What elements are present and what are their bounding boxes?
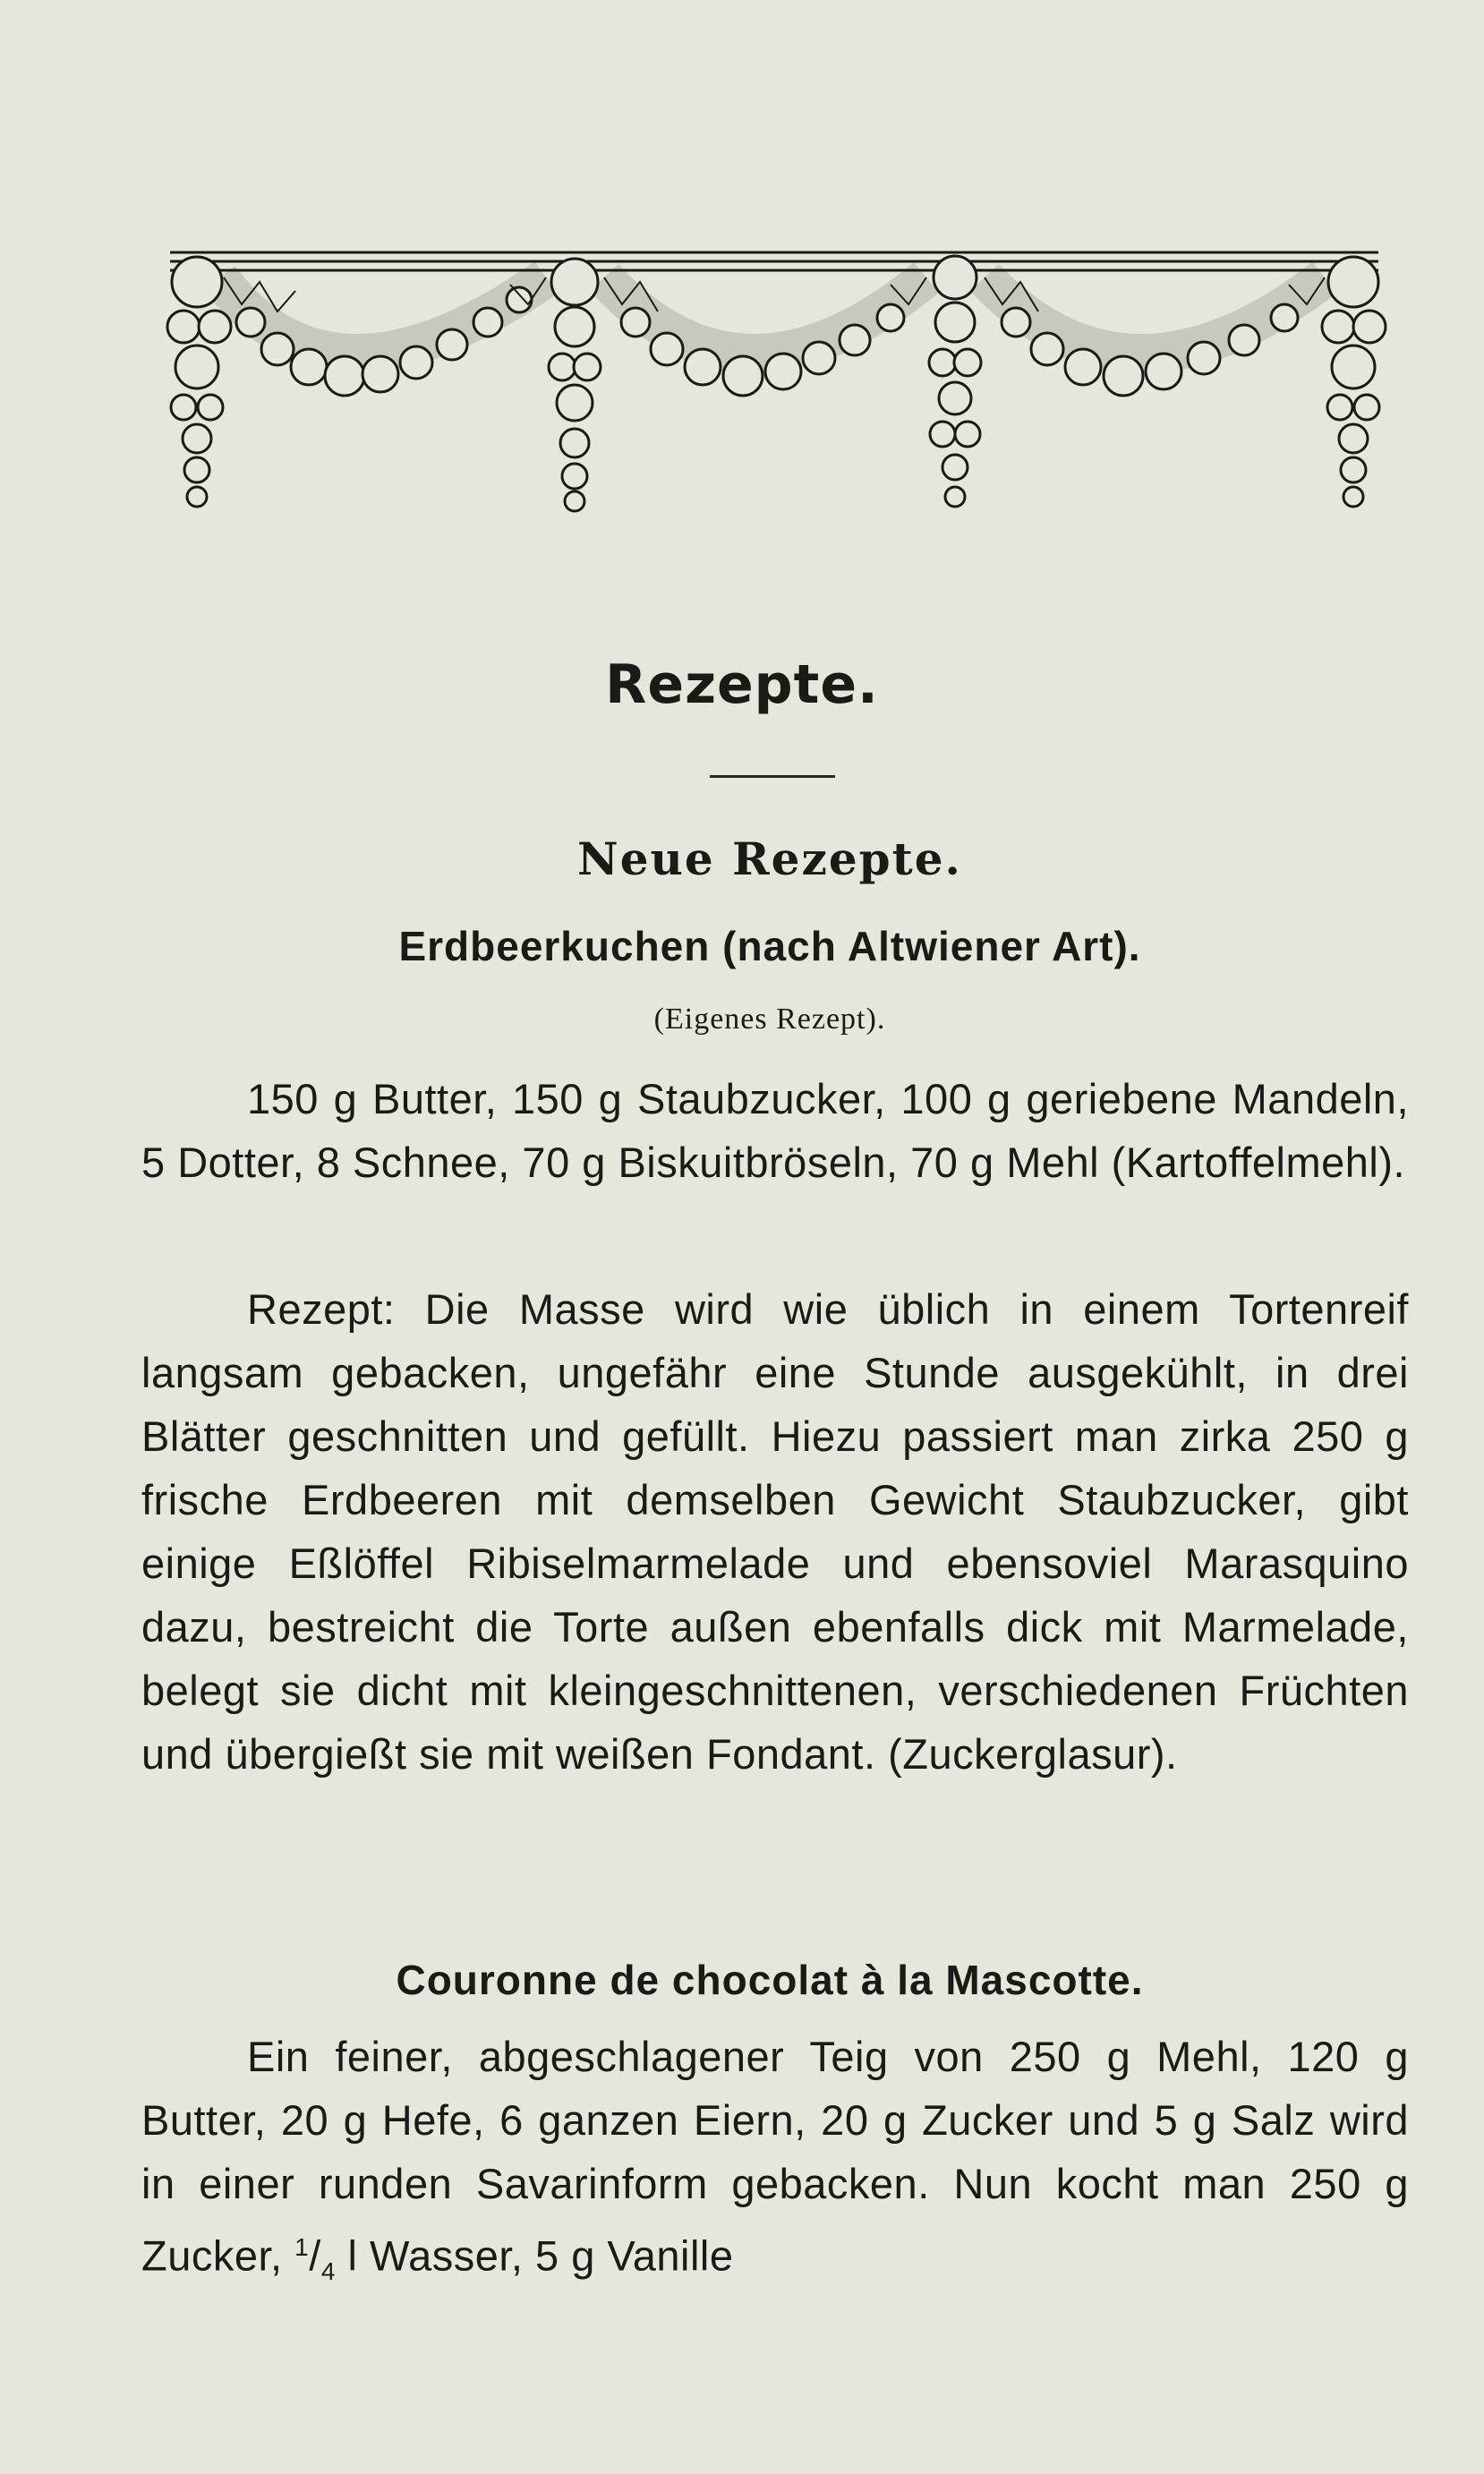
section-heading: Neue Rezepte. bbox=[577, 832, 962, 885]
fraction-denominator: 4 bbox=[320, 2257, 336, 2286]
page-title: Rezepte. bbox=[605, 653, 879, 716]
recipe-title: Couronne de chocolat à la Mascotte. bbox=[396, 1957, 1144, 2003]
title-divider bbox=[710, 775, 835, 778]
recipe2-paragraph bbox=[141, 2025, 1409, 2303]
fraction-numerator: 1 bbox=[294, 2233, 310, 2261]
ingredients-text: 150 g Butter, 150 g Staubzucker, 100 g geriebene Mandeln, 5 Dotter, 8 Schnee, 70 g Biskuitbröseln, 70 g Mehl (Kartoffelmehl). bbox=[141, 1075, 1409, 1186]
fraction-slash: / bbox=[309, 2231, 321, 2280]
recipe2-text-before: Ein feiner, abgeschlagener Teig von 250 g Mehl, 120 g Butter, 20 g Hefe, 6 ganzen Eiern, 20 g Zucker und 5 g Salz wird in einer runden Savarinform gebacken. Nun kocht man 250 g Zucker, bbox=[141, 2033, 1409, 2280]
recipe-title: Erdbeerkuchen (nach Altwiener Art). bbox=[398, 923, 1141, 969]
recipe-source: (Eigenes Rezept). bbox=[653, 1002, 886, 1036]
ingredients-paragraph bbox=[141, 1067, 1409, 1194]
garland-ornament bbox=[134, 242, 1414, 519]
method-text: Rezept: Die Masse wird wie üblich in einem Tortenreif langsam gebacken, ungefähr eine Stunde ausgekühlt, in drei Blätter geschnitten und gefüllt. Hiezu passiert man zirka 250 g frische Erdbeeren mit demselben Gewicht Staubzucker, gibt einige Eßlöffel Ribiselmarmelade und ebensoviel Marasquino dazu, bestreicht die Torte außen ebenfalls dick mit Marmelade, belegt sie dicht mit kleingeschnittenen, verschiedenen Früchten und übergießt sie mit weißen Fondant. (Zuckerglasur). bbox=[141, 1285, 1409, 1778]
recipe2-text-after: l Wasser, 5 g Vanille bbox=[335, 2231, 734, 2280]
recipe2-text bbox=[141, 2025, 1409, 2303]
method-paragraph bbox=[141, 1277, 1409, 1786]
